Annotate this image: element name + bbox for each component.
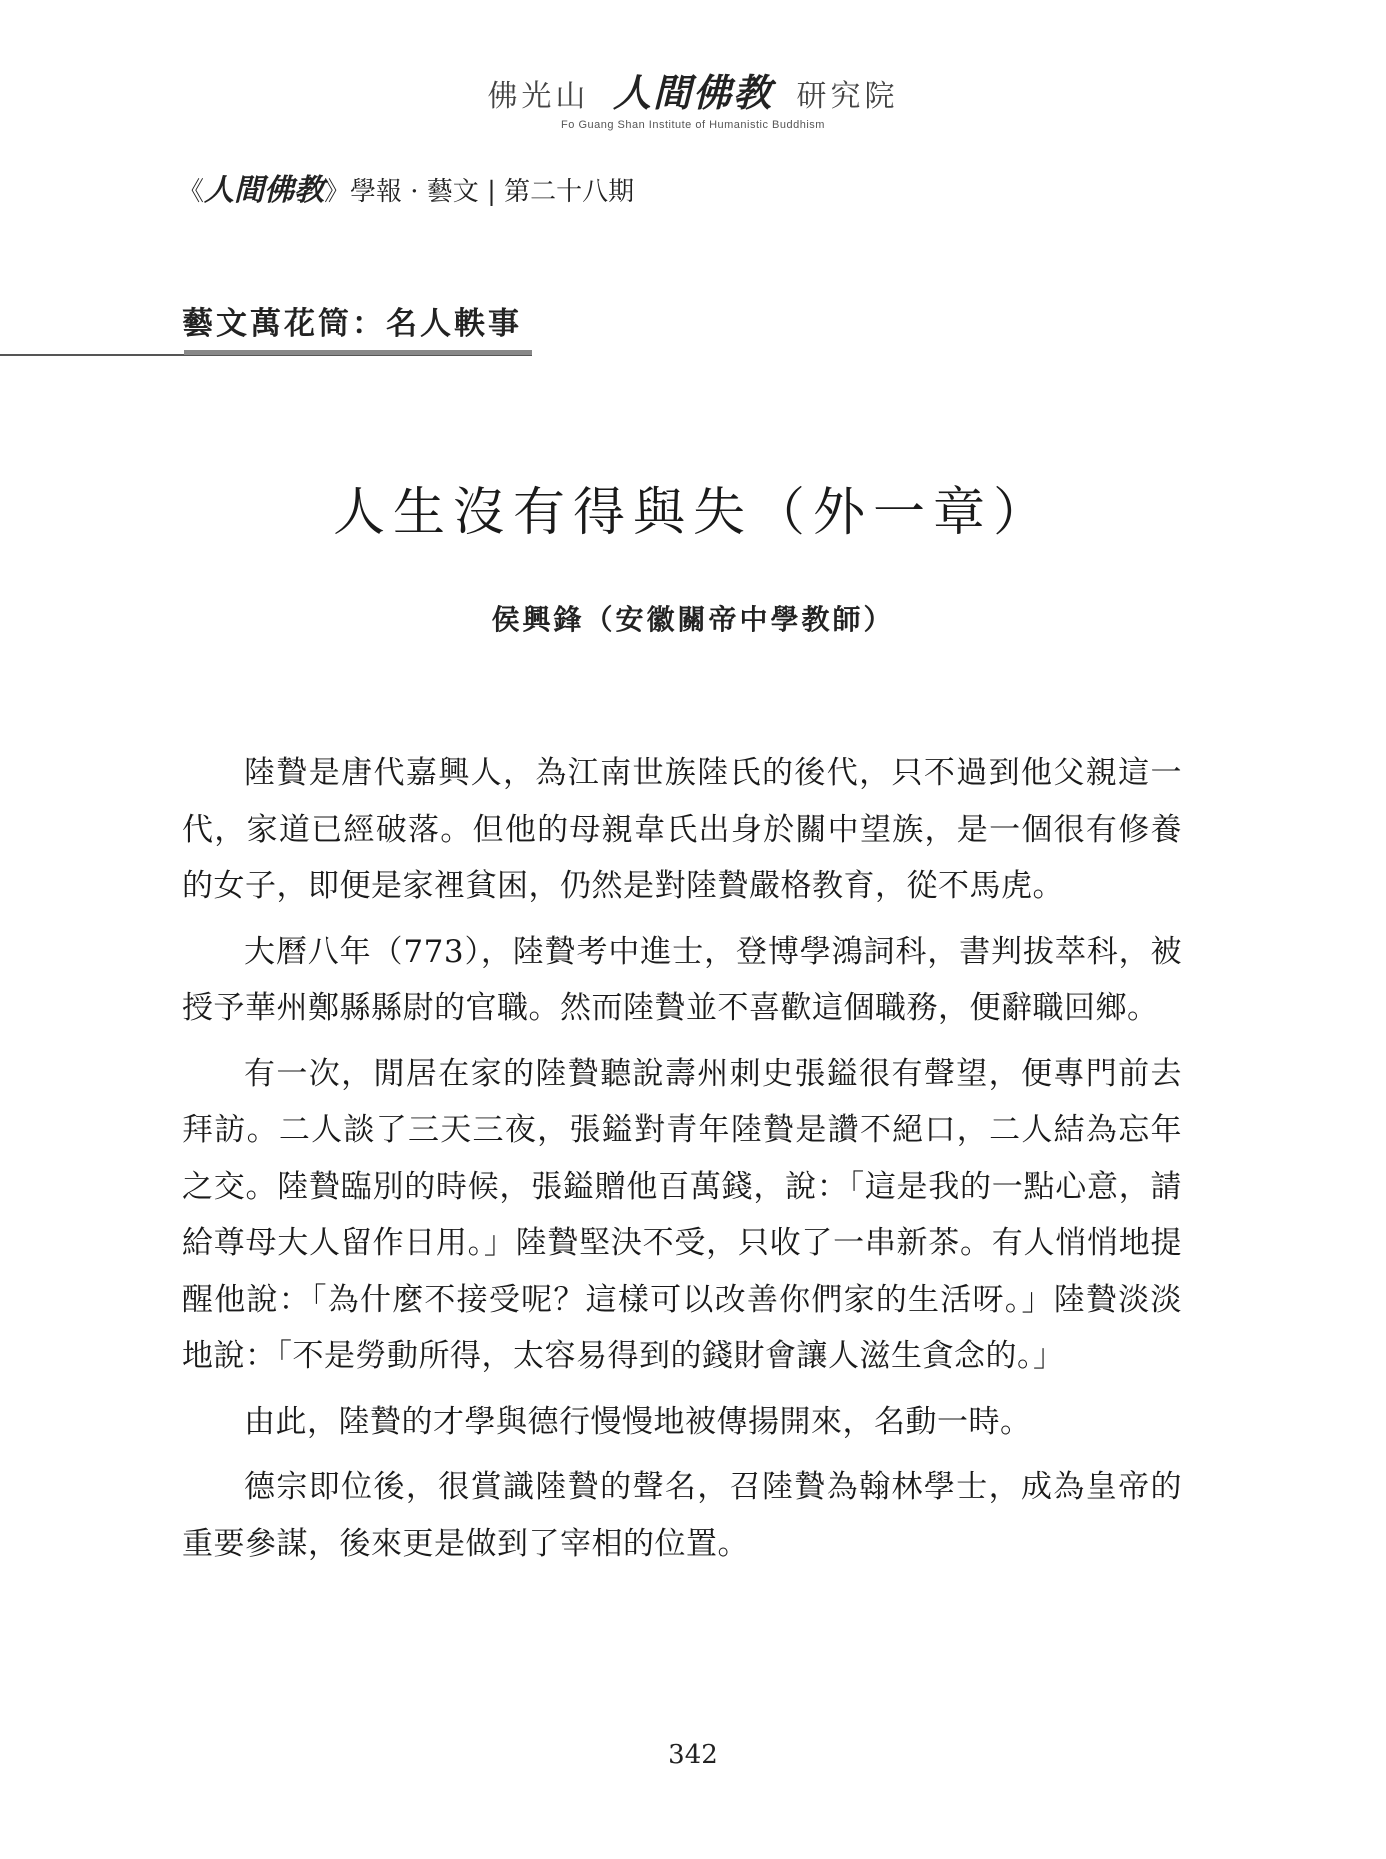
paragraph: 德宗即位後，很賞識陸贄的聲名，召陸贄為翰林學士，成為皇帝的重要參謀，後來更是做到了宰相的位置。 — [182, 1469, 1182, 1562]
journal-brand: 人間佛教 — [204, 173, 325, 208]
institute-header — [0, 62, 1386, 131]
institute-brand-logo: 人間佛教 — [612, 70, 773, 115]
institute-name — [0, 62, 1386, 117]
article-body — [182, 745, 1182, 1581]
journal-running-head — [178, 165, 634, 209]
section-underline — [184, 350, 532, 355]
article-author: 侯興鋒（安徽關帝中學教師） — [491, 603, 895, 636]
article-title: 人生沒有得與失（外一章） — [332, 483, 1053, 543]
institute-suffix: 研究院 — [796, 79, 899, 114]
institute-english-name: Fo Guang Shan Institute of Humanistic Buddhism — [561, 119, 825, 131]
institute-prefix: 佛光山 — [487, 79, 590, 114]
paragraph: 大曆八年（773），陸贄考中進士，登博學鴻詞科，書判拔萃科，被授予華州鄭縣縣尉的官職。然而陸贄並不喜歡這個職務，便辭職回鄉。 — [182, 933, 1182, 1026]
journal-issue: 》學報 · 藝文 | 第二十八期 — [324, 177, 635, 207]
page-number: 342 — [668, 1740, 718, 1770]
paragraph: 陸贄是唐代嘉興人，為江南世族陸氏的後代，只不過到他父親這一代，家道已經破落。但他的母親韋氏出身於關中望族，是一個很有修養的女子，即便是家裡貧困，仍然是對陸贄嚴格教育，從不馬虎。 — [182, 755, 1182, 904]
section-label: 藝文萬花筒：名人軼事 — [182, 306, 522, 342]
journal-open-bracket: 《 — [178, 177, 205, 207]
paragraph: 有一次，閒居在家的陸贄聽說壽州刺史張鎰很有聲望，便專門前去拜訪。二人談了三天三夜，張鎰對青年陸贄是讚不絕口，二人結為忘年之交。陸贄臨別的時候，張鎰贈他百萬錢，說：「這是我的一點心意，請給尊母大人留作日用。」陸贄堅決不受，只收了一串新茶。有人悄悄地提醒他說：「為什麼不接受呢？這樣可以改善你們家的生活呀。」陸贄淡淡地說：「不是勞動所得，太容易得到的錢財會讓人滋生貪念的。」 — [182, 1055, 1182, 1374]
paragraph: 由此，陸贄的才學與德行慢慢地被傳揚開來，名動一時。 — [244, 1403, 1032, 1440]
